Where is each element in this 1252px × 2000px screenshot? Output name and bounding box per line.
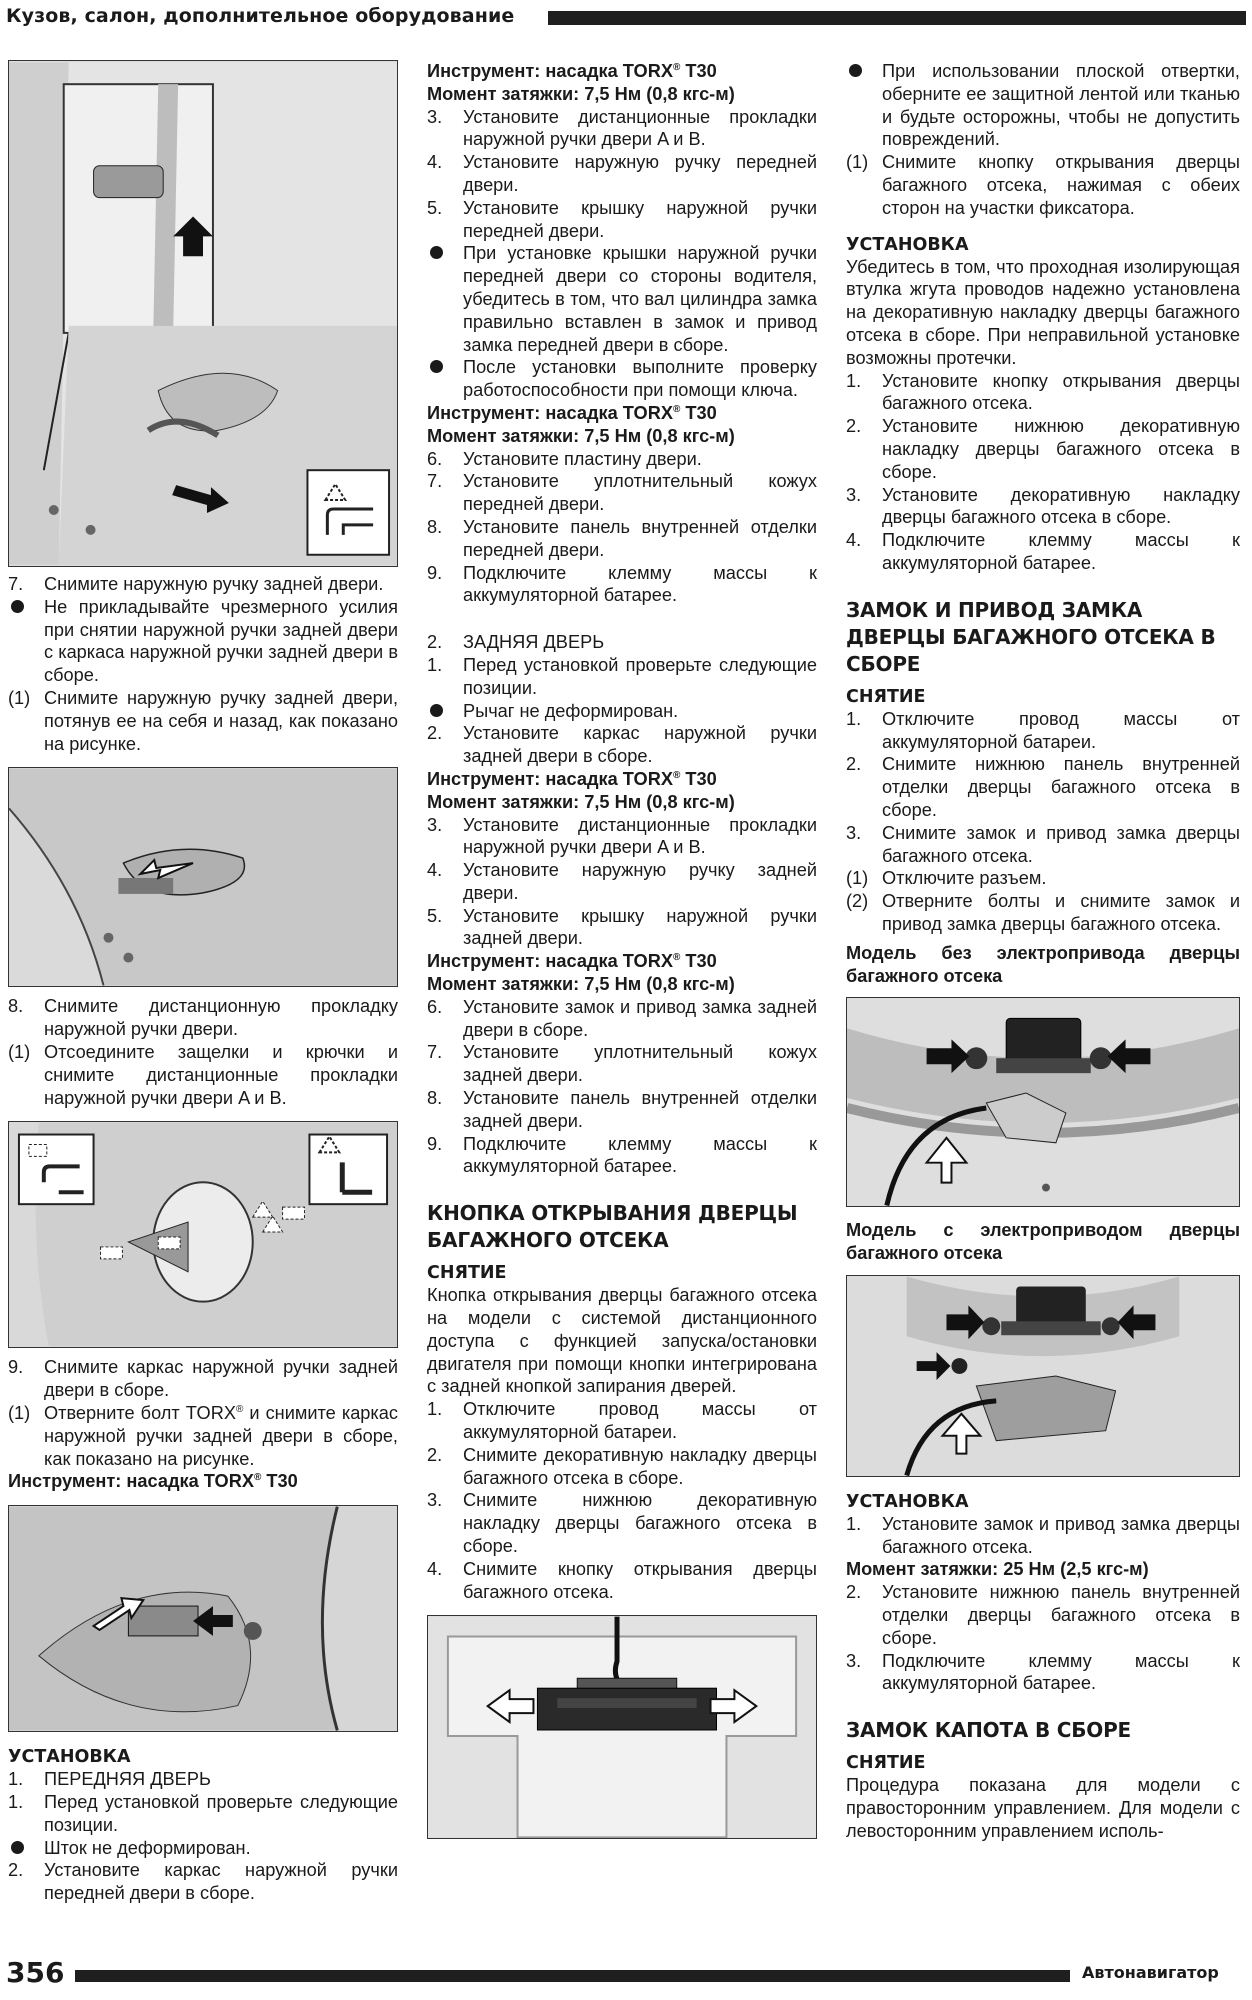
page-number: 356 [6,1956,65,1989]
step-7-note: Не прикладывайте чрезмерного усилия при снятии наружной ручки задней двери с каркаса наружной ручки задней двери в сборе. [44,596,398,686]
tool-3: Инструмент: насадка TORX® T30 [427,768,717,789]
torque-4: Момент затяжки: 7,5 Нм (0,8 кгс-м) [427,974,735,995]
install-1: 1. ПЕРЕДНЯЯ ДВЕРЬ [8,1769,211,1790]
button-install-1: 1. Установите кнопку открывания дверцы багажного отсека. [846,370,1240,414]
lock-step-1: 1. Отключите провод массы от аккумуляторной батареи. [846,708,1240,752]
front-step-7: 7. Установите уплотнительный кожух передней двери. [427,471,817,515]
front-step-3: 3. Установите дистанционные прокладки наружной ручки двери A и B. [427,106,817,150]
tailgate-button-intro: Кнопка открывания дверцы багажного отсека на модели с системой дистанционного доступа с функцией запуска/остановки двигателя при помощи кнопки интегрирована с задней кнопкой запирания дверей. [427,1285,817,1397]
figure-handle-frame-bolt [8,1505,398,1732]
lock-install-2: 2. Установите нижнюю панель внутренней отделки дверцы багажного отсека в сборе. [846,1582,1240,1648]
button-install-2: 2. Установите нижнюю декоративную накладку дверцы багажного отсека в сборе. [846,416,1240,482]
figure-rear-handle-pull [8,767,398,987]
front-step-9: 9. Подключите клемму массы к аккумуляторной батарее. [427,562,817,606]
figure-rear-handle-pull-drawing [9,768,397,986]
removal-heading: СНЯТИЕ [846,1753,926,1774]
tool-2: Инструмент: насадка TORX® T30 [427,402,717,423]
column-left [8,60,398,1905]
button-step-3: 3. Снимите нижнюю декоративную накладку дверцы багажного отсека в сборе. [427,1490,817,1557]
figure-lock-power-drawing [847,1276,1239,1476]
header-rule [548,11,1246,25]
button-step-4-1: (1) Снимите кнопку открывания дверцы багажного отсека, нажимая с обеих сторон на участки фиксатора. [846,152,1240,218]
caption-no-power-tailgate: Модель без электропривода дверцы багажного отсека [846,942,1240,986]
lock-install-1: 1. Установите замок и привод замка дверцы багажного отсека. [846,1513,1240,1557]
figure-tailgate-button [427,1615,817,1839]
rear-step-9: 9. Подключите клемму массы к аккумуляторной батарее. [427,1133,817,1177]
install-heading: УСТАНОВКА [846,234,969,255]
section-title-hood-lock: ЗАМОК КАПОТА В СБОРЕ [846,1718,1132,1743]
removal-heading: СНЯТИЕ [427,1263,507,1284]
figure-tailgate-button-drawing [428,1616,816,1838]
button-install-3: 3. Установите декоративную накладку дверцы багажного отсека в сборе. [846,484,1240,528]
step-9-1: (1) Отверните болт TORX® и снимите каркас наружной ручки задней двери в сборе, как показано на рисунке. [8,1402,398,1469]
lock-install-3: 3. Подключите клемму массы к аккумуляторной батарее. [846,1650,1240,1694]
rear-step-1-note: Рычаг не деформирован. [463,700,679,721]
torque-3: Момент затяжки: 7,5 Нм (0,8 кгс-м) [427,791,735,812]
button-install-4: 4. Подключите клемму массы к аккумуляторной батарее. [846,530,1240,573]
figure-spacer-removal [8,1121,398,1348]
install-intro: Убедитесь в том, что проходная изолирующая втулка жгута проводов надежно установлена на декоративную накладку дверцы багажного отсека в сборе. При неправильной установке возможны протечки. [846,256,1240,368]
step-7: 7. Снимите наружную ручку задней двери. [8,574,384,594]
figure-lock-no-power-drawing [847,998,1239,1206]
rear-step-3: 3. Установите дистанционные прокладки наружной ручки двери A и B. [427,814,817,858]
figure-rear-handle-removal [8,60,398,567]
front-step-5-note-1: При установке крышки наружной ручки передней двери со стороны водителя, убедитесь в том, что вал цилиндра замка правильно вставлен в замок и привод замка передней двери в сборе. [463,243,817,355]
rear-step-6: 6. Установите замок и привод замка задней двери в сборе. [427,996,817,1040]
front-step-5: 5. Установите крышку наружной ручки передней двери. [427,197,817,241]
publisher-brand: Автонавигатор [1082,1963,1219,1982]
install-1a: 1. Перед установкой проверьте следующие позиции. [8,1791,398,1835]
figure-spacer-removal-drawing [9,1122,397,1347]
rear-step-5: 5. Установите крышку наружной ручки задней двери. [427,905,817,949]
lock-torque: Момент затяжки: 25 Нм (2,5 кгс-м) [846,1559,1149,1580]
column-middle [427,60,817,1839]
tool-4: Инструмент: насадка TORX® T30 [427,951,717,972]
removal-heading: СНЯТИЕ [846,686,926,707]
install-2: 2. Установите каркас наружной ручки передней двери в сборе. [8,1860,398,1904]
rear-door-heading: 2. ЗАДНЯЯ ДВЕРЬ [427,632,605,653]
front-step-4: 4. Установите наружную ручку передней двери. [427,152,817,195]
front-step-6: 6. Установите пластину двери. [427,448,702,469]
step-8: 8. Снимите дистанционную прокладку наружной ручки двери. [8,996,398,1040]
torque-1: Момент затяжки: 7,5 Нм (0,8 кгс-м) [427,83,735,104]
install-1-note: Шток не деформирован. [44,1837,251,1858]
screwdriver-note: При использовании плоской отвертки, оберните ее защитной лентой или тканью и будьте осторожны, чтобы не допустить повреждений. [882,61,1240,150]
figure-lock-no-power [846,997,1240,1207]
footer-rule [75,1970,1070,1982]
torque-2: Момент затяжки: 7,5 Нм (0,8 кгс-м) [427,425,735,446]
rear-step-2: 2. Установите каркас наружной ручки задней двери в сборе. [427,723,817,767]
front-step-5-note-2: После установки выполните проверку работоспособности при помощи ключа. [463,357,817,401]
rear-step-1: 1. Перед установкой проверьте следующие позиции. [427,654,817,698]
rear-step-4: 4. Установите наружную ручку задней двери. [427,860,817,903]
hood-intro: Процедура показана для модели с правосторонним управлением. Для модели с левосторонним управлением исполь- [846,1775,1240,1841]
spacer [427,607,817,631]
lock-step-2: 2. Снимите нижнюю панель внутренней отделки дверцы багажного отсека в сборе. [846,754,1240,820]
lock-install-heading: УСТАНОВКА [846,1491,969,1512]
tool-torx-t30: Инструмент: насадка TORX® T30 [8,1471,298,1492]
step-7-1: (1) Снимите наружную ручку задней двери, потянув ее на себя и назад, как показано на рисунке. [8,687,398,754]
rear-step-7: 7. Установите уплотнительный кожух задней двери. [427,1042,817,1086]
step-9: 9. Снимите каркас наружной ручки задней двери в сборе. [8,1357,398,1401]
lock-step-3-2: (2) Отверните болты и снимите замок и привод замка дверцы багажного отсека. [846,891,1240,934]
section-title-tailgate-lock: ЗАМОК И ПРИВОД ЗАМКА ДВЕРЦЫ БАГАЖНОГО ОТСЕКА В СБОРЕ [846,597,1216,676]
figure-handle-frame-bolt-drawing [9,1506,397,1731]
button-step-2: 2. Снимите декоративную накладку дверцы багажного отсека в сборе. [427,1444,817,1488]
button-step-4: 4. Снимите кнопку открывания дверцы багажного отсека. [427,1558,817,1602]
caption-power-tailgate: Модель с электроприводом дверцы багажного отсека [846,1220,1240,1264]
front-step-8: 8. Установите панель внутренней отделки передней двери. [427,516,817,560]
lock-step-3-1: (1) Отключите разъем. [846,868,1047,889]
page-header-title: Кузов, салон, дополнительное оборудование [6,5,515,27]
figure-rear-handle-removal-drawing [9,61,397,566]
lock-step-3: 3. Снимите замок и привод замка дверцы багажного отсека. [846,822,1240,866]
tool-1: Инструмент: насадка TORX® T30 [427,61,717,81]
section-title-tailgate-button: КНОПКА ОТКРЫВАНИЯ ДВЕРЦЫ БАГАЖНОГО ОТСЕКА [427,1201,798,1253]
column-right [846,60,1240,1843]
figure-lock-power [846,1275,1240,1477]
install-heading: УСТАНОВКА [8,1747,131,1768]
rear-step-8: 8. Установите панель внутренней отделки задней двери. [427,1088,817,1131]
button-step-1: 1. Отключите провод массы от аккумуляторной батареи. [427,1399,817,1443]
step-8-1: (1) Отсоедините защелки и крючки и снимите дистанционные прокладки наружной ручки двери A и B. [8,1041,398,1108]
